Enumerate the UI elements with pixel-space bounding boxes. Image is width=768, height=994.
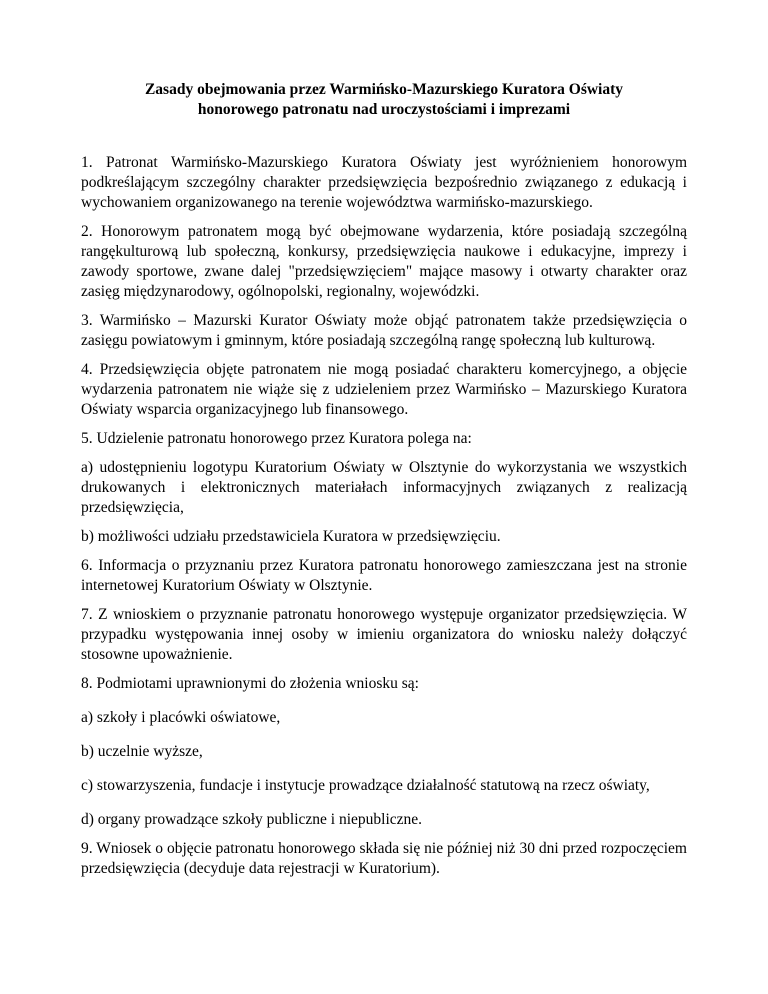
paragraph-3: 3. Warmińsko – Mazurski Kurator Oświaty może objąć patronatem także przedsięwzięcia o zasięgu powiatowym i gminnym, które posiadają szczególną rangę społeczną lub kulturową. [81,312,687,349]
list-item-8c: c) stowarzyszenia, fundacje i instytucje prowadzące działalność statutową na rzecz oświaty, [81,777,650,794]
list-item-8d: d) organy prowadzące szkoły publiczne i niepubliczne. [81,811,423,828]
paragraph-5b: b) możliwości udziału przedstawiciela Kuratora w przedsięwzięciu. [81,528,501,545]
title-line-2: honorowego patronatu nad uroczystościami i imprezami [197,101,571,118]
document-body [81,153,687,879]
list-item-8b: b) uczelnie wyższe, [81,743,203,760]
list-item-8a: a) szkoły i placówki oświatowe, [81,709,281,726]
paragraph-4: 4. Przedsięwzięcia objęte patronatem nie mogą posiadać charakteru komercyjnego, a objęcie wydarzenia patronatem nie wiąże się z udzieleniem przez Warmińsko – Mazurskiego Kuratora Oświaty wsparcia organizacyjnego lub finansowego. [81,361,687,418]
paragraph-7: 7. Z wnioskiem o przyznanie patronatu honorowego występuje organizator przedsięwzięcia. W przypadku występowania innej osoby w imieniu organizatora do wniosku należy dołączyć stosowne upoważnienie. [81,606,687,663]
document-title [81,80,687,120]
title-line-1: Zasady obejmowania przez Warmińsko-Mazurskiego Kuratora Oświaty [144,81,624,98]
paragraph-9: 9. Wniosek o objęcie patronatu honorowego składa się nie później niż 30 dni przed rozpoczęciem przedsięwzięcia (decyduje data rejestracji w Kuratorium). [81,840,687,877]
document-page [81,80,687,888]
paragraph-8: 8. Podmiotami uprawnionymi do złożenia wniosku są: [81,675,419,692]
paragraph-1: 1. Patronat Warmińsko-Mazurskiego Kuratora Oświaty jest wyróżnieniem honorowym podkreślającym szczególny charakter przedsięwzięcia bezpośrednio związanego z edukacją i wychowaniem organizowanego na terenie województwa warmińsko-mazurskiego. [81,154,687,211]
paragraph-2: 2. Honorowym patronatem mogą być obejmowane wydarzenia, które posiadają szczególną rangękulturową lub społeczną, konkursy, przedsięwzięcia naukowe i edukacyjne, imprezy i zawody sportowe, zwane dalej "przedsięwzięciem" mające masowy i otwarty charakter oraz zasięg międzynarodowy, ogólnopolski, regionalny, wojewódzki. [81,223,687,300]
paragraph-5: 5. Udzielenie patronatu honorowego przez Kuratora polega na: [81,430,472,447]
paragraph-5a: a) udostępnieniu logotypu Kuratorium Oświaty w Olsztynie do wykorzystania we wszystkich drukowanych i elektronicznych materiałach informacyjnych związanych z realizacją przedsięwzięcia, [81,459,687,516]
paragraph-6: 6. Informacja o przyznaniu przez Kuratora patronatu honorowego zamieszczana jest na stronie internetowej Kuratorium Oświaty w Olsztynie. [81,557,687,594]
